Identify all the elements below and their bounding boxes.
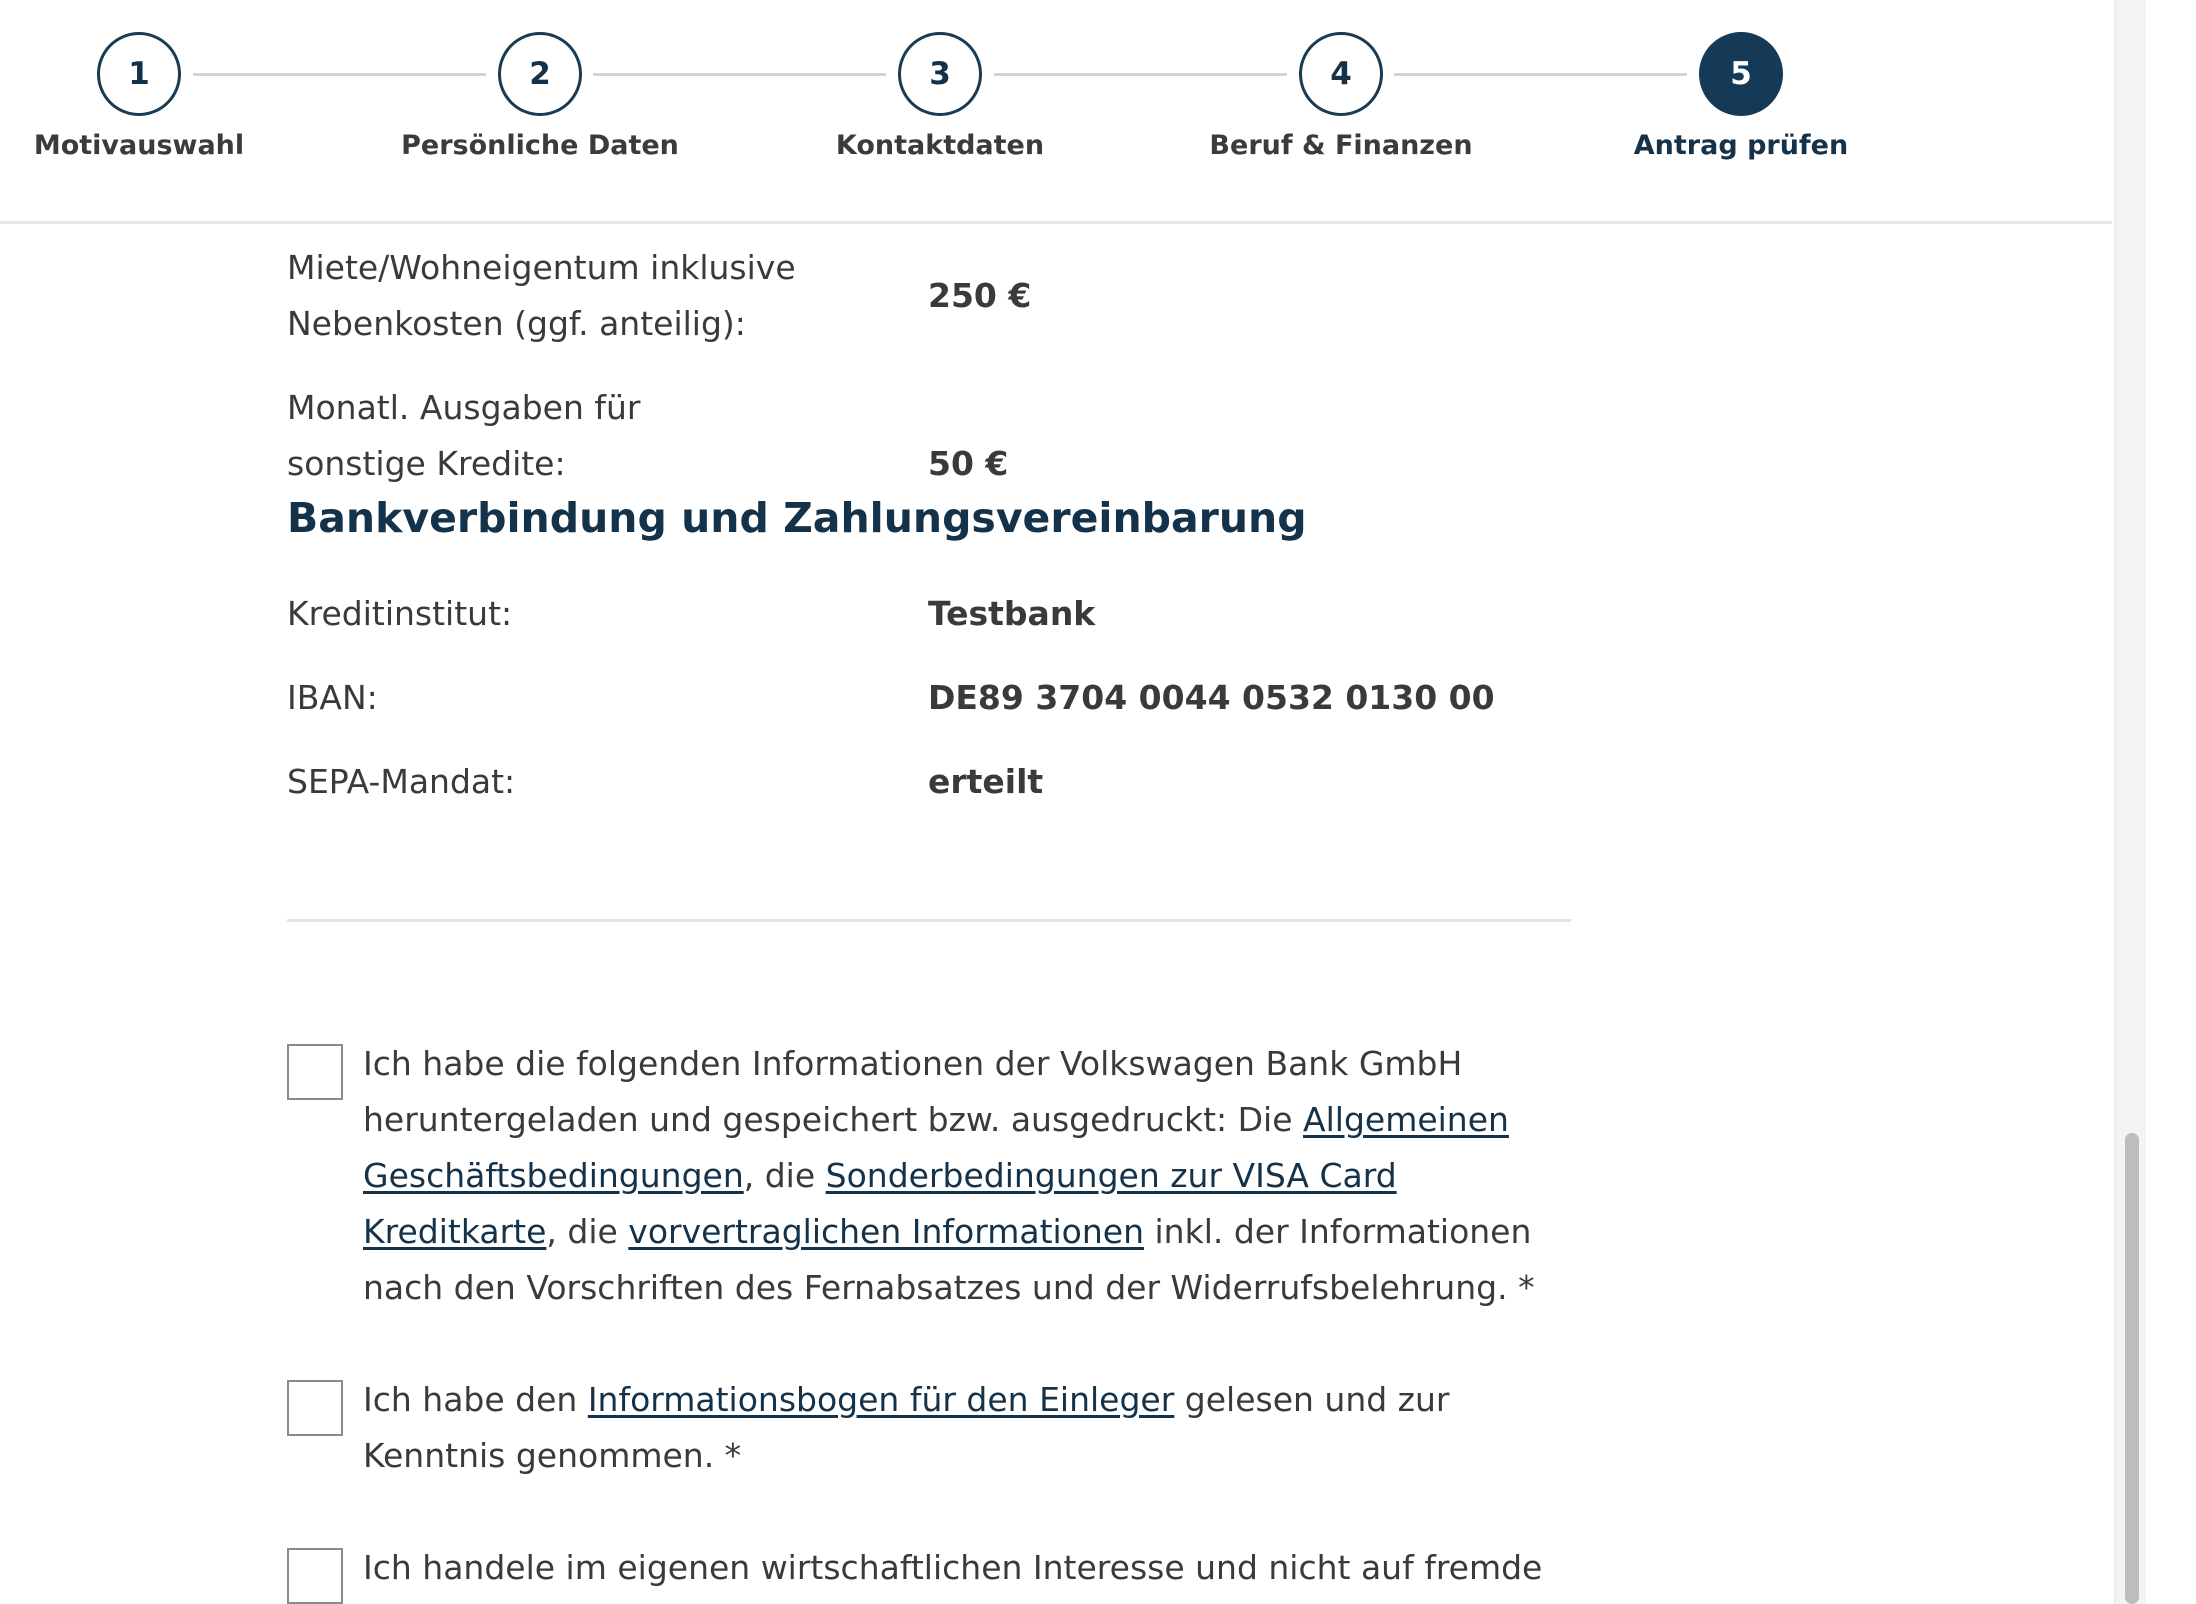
summary-label: IBAN: xyxy=(287,678,378,717)
step-number: 2 xyxy=(498,32,582,116)
consent-own-interest-checkbox[interactable] xyxy=(287,1548,343,1604)
step-number: 1 xyxy=(97,32,181,116)
consent-text xyxy=(363,1372,1593,1484)
consent-text-part: inkl. der Informationen nach den Vorschriften des Fernabsatzes und der Widerrufsbelehrung. * xyxy=(363,1212,1535,1307)
consent-text-part: gelesen und zur Kenntnis genommen. * xyxy=(363,1380,1450,1475)
step-label: Kontaktdaten xyxy=(835,130,1045,161)
step-number: 3 xyxy=(898,32,982,116)
summary-value: erteilt xyxy=(928,762,1044,801)
page-scrollbar[interactable] xyxy=(2114,0,2146,1604)
consent-documents-checkbox[interactable] xyxy=(287,1044,343,1100)
consent-text xyxy=(363,1036,1593,1316)
consent-informationsbogen-checkbox[interactable] xyxy=(287,1380,343,1436)
step-label: Motivauswahl xyxy=(33,130,245,161)
step-number: 4 xyxy=(1299,32,1383,116)
step-label: Persönliche Daten xyxy=(401,130,679,161)
step-antrag-pruefen xyxy=(1591,32,1891,161)
consent-text-part: Ich habe den xyxy=(363,1380,588,1419)
step-beruf-finanzen[interactable] xyxy=(1191,32,1491,161)
summary-value: 50 € xyxy=(928,444,1009,483)
summary-label: SEPA-Mandat: xyxy=(287,762,516,801)
consent-text-part: Ich handele im eigenen wirtschaftlichen Interesse und nicht auf fremde xyxy=(363,1548,1543,1587)
section-title-bank: Bankverbindung und Zahlungsvereinbarung xyxy=(287,494,1307,542)
step-number: 5 xyxy=(1699,32,1783,116)
agb-link[interactable]: Allgemeinen Geschäftsbedingungen xyxy=(363,1100,1509,1195)
consent-text xyxy=(363,1540,1593,1596)
consent-text-part: , die xyxy=(743,1156,826,1195)
consent-text-part: , die xyxy=(546,1212,629,1251)
vorvertragliche-informationen-link[interactable]: vorvertraglichen Informationen xyxy=(628,1212,1145,1251)
informationsbogen-link[interactable]: Informationsbogen für den Einleger xyxy=(587,1380,1175,1419)
step-persoenliche-daten[interactable] xyxy=(390,32,690,161)
step-label: Antrag prüfen xyxy=(1633,130,1849,161)
section-divider xyxy=(287,919,1571,922)
step-kontaktdaten[interactable] xyxy=(790,32,1090,161)
consent-text-part: Ich habe die folgenden Informationen der Volkswagen Bank GmbH heruntergeladen und gespeichert bzw. ausgedruckt: Die xyxy=(363,1044,1463,1139)
summary-label: Kreditinstitut: xyxy=(287,594,513,633)
sonderbedingungen-link[interactable]: Sonderbedingungen zur VISA Card Kreditkarte xyxy=(363,1156,1397,1251)
summary-label: Miete/Wohneigentum inklusive Nebenkosten (ggf. anteilig): xyxy=(287,248,796,343)
scrollbar-thumb[interactable] xyxy=(2125,1133,2139,1604)
step-label: Beruf & Finanzen xyxy=(1209,130,1473,161)
summary-label: Monatl. Ausgaben für sonstige Kredite: xyxy=(287,388,641,483)
step-motivauswahl[interactable] xyxy=(0,32,289,161)
summary-value: 250 € xyxy=(928,276,1032,315)
summary-value: Testbank xyxy=(928,594,1096,633)
progress-stepper xyxy=(0,0,2112,224)
summary-value: DE89 3704 0044 0532 0130 00 xyxy=(928,678,1495,717)
